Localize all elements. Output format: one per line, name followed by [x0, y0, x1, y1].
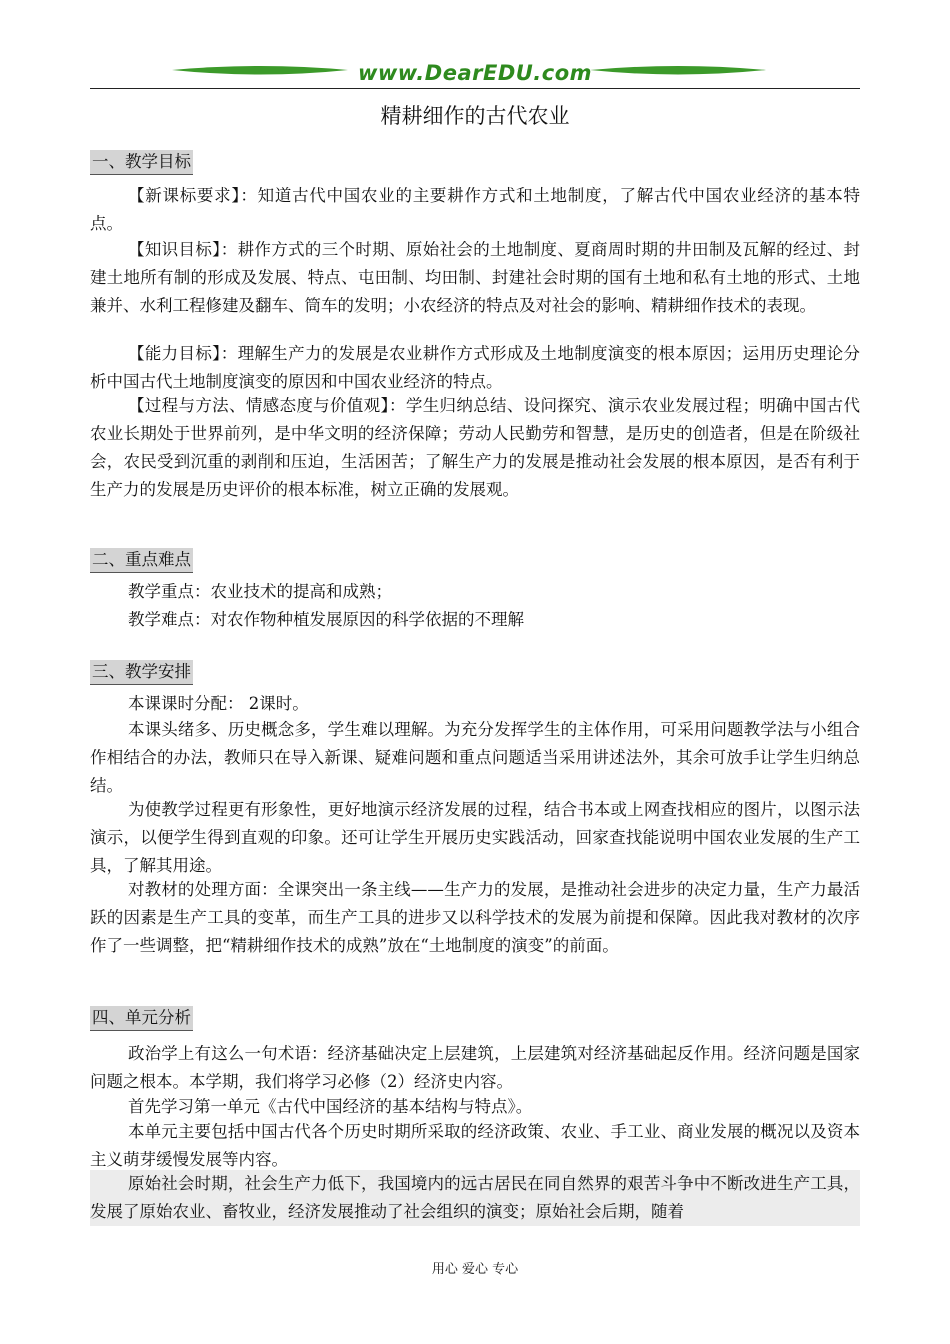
paragraph: 本单元主要包括中国古代各个历史时期所采取的经济政策、农业、手工业、商业发展的概况以及资本主义萌芽缓慢发展等内容。	[90, 1122, 860, 1169]
paragraph: 原始社会时期，社会生产力低下，我国境内的远古居民在同自然界的艰苦斗争中不断改进生产工具，发展了原始农业、畜牧业，经济发展推动了社会组织的演变；原始社会后期，随着	[90, 1170, 860, 1226]
section-heading: 二、重点难点	[90, 548, 193, 573]
paragraph: 首先学习第一单元《古代中国经济的基本结构与特点》。	[128, 1097, 533, 1116]
page-footer: 用心 爱心 专心	[431, 1262, 519, 1277]
paragraph: 对教材的处理方面：全课突出一条主线——生产力的发展，是推动社会进步的决定力量，生产力最活跃的因素是生产工具的变革，而生产工具的进步又以科学技术的发展为前提和保障。因此我对教材的次序作了一些调整，把“精耕细作技术的成熟”放在“土地制度的演变”的前面。	[90, 880, 860, 955]
section-heading: 三、教学安排	[90, 660, 193, 685]
paragraph: 【过程与方法、情感态度与价值观】：学生归纳总结、设问探究、演示农业发展过程；明确中国古代农业长期处于世界前列，是中华文明的经济保障；劳动人民勤劳和智慧，是历史的创造者，但是在阶级社会，农民受到沉重的剥削和压迫，生活困苦；了解生产力的发展是推动社会发展的根本原因，是否有利于生产力的发展是历史评价的根本标准，树立正确的发展观。	[90, 396, 860, 499]
section-heading: 四、单元分析	[90, 1006, 193, 1031]
paragraph: 教学重点：农业技术的提高和成熟；	[128, 582, 392, 601]
section-heading: 一、教学目标	[90, 150, 193, 175]
paragraph: 【能力目标】：理解生产力的发展是农业耕作方式形成及土地制度演变的根本原因；运用历史理论分析中国古代土地制度演变的原因和中国农业经济的特点。	[90, 344, 860, 391]
page-header	[90, 58, 860, 92]
paragraph: 【新课标要求】：知道古代中国农业的主要耕作方式和土地制度，了解古代中国农业经济的基本特点。	[90, 186, 860, 233]
paragraph: 为使教学过程更有形象性，更好地演示经济发展的过程，结合书本或上网查找相应的图片，以图示法演示，以便学生得到直观的印象。还可让学生开展历史实践活动，回家查找能说明中国农业发展的生产工具，了解其用途。	[90, 800, 860, 875]
header-rule	[90, 88, 860, 89]
paragraph: 本课课时分配： 2课时。	[128, 694, 309, 713]
document-title: 精耕细作的古代农业	[380, 104, 570, 128]
logo-text: www.DearEDU.com	[357, 61, 593, 85]
paragraph: 本课头绪多、历史概念多，学生难以理解。为充分发挥学生的主体作用，可采用问题教学法与小组合作相结合的办法，教师只在导入新课、疑难问题和重点问题适当采用讲述法外，其余可放手让学生归纳总结。	[90, 720, 860, 795]
paragraph: 教学难点：对农作物种植发展原因的科学依据的不理解	[128, 610, 524, 629]
paragraph: 政治学上有这么一句术语：经济基础决定上层建筑，上层建筑对经济基础起反作用。经济问题是国家问题之根本。本学期，我们将学习必修（2）经济史内容。	[90, 1044, 860, 1091]
paragraph: 【知识目标】：耕作方式的三个时期、原始社会的土地制度、夏商周时期的井田制及瓦解的经过、封建土地所有制的形成及发展、特点、屯田制、均田制、封建社会时期的国有土地和私有土地的形式、土地兼并、水利工程修建及翻车、筒车的发明；小农经济的特点及对社会的影响、精耕细作技术的表现。	[90, 240, 860, 315]
